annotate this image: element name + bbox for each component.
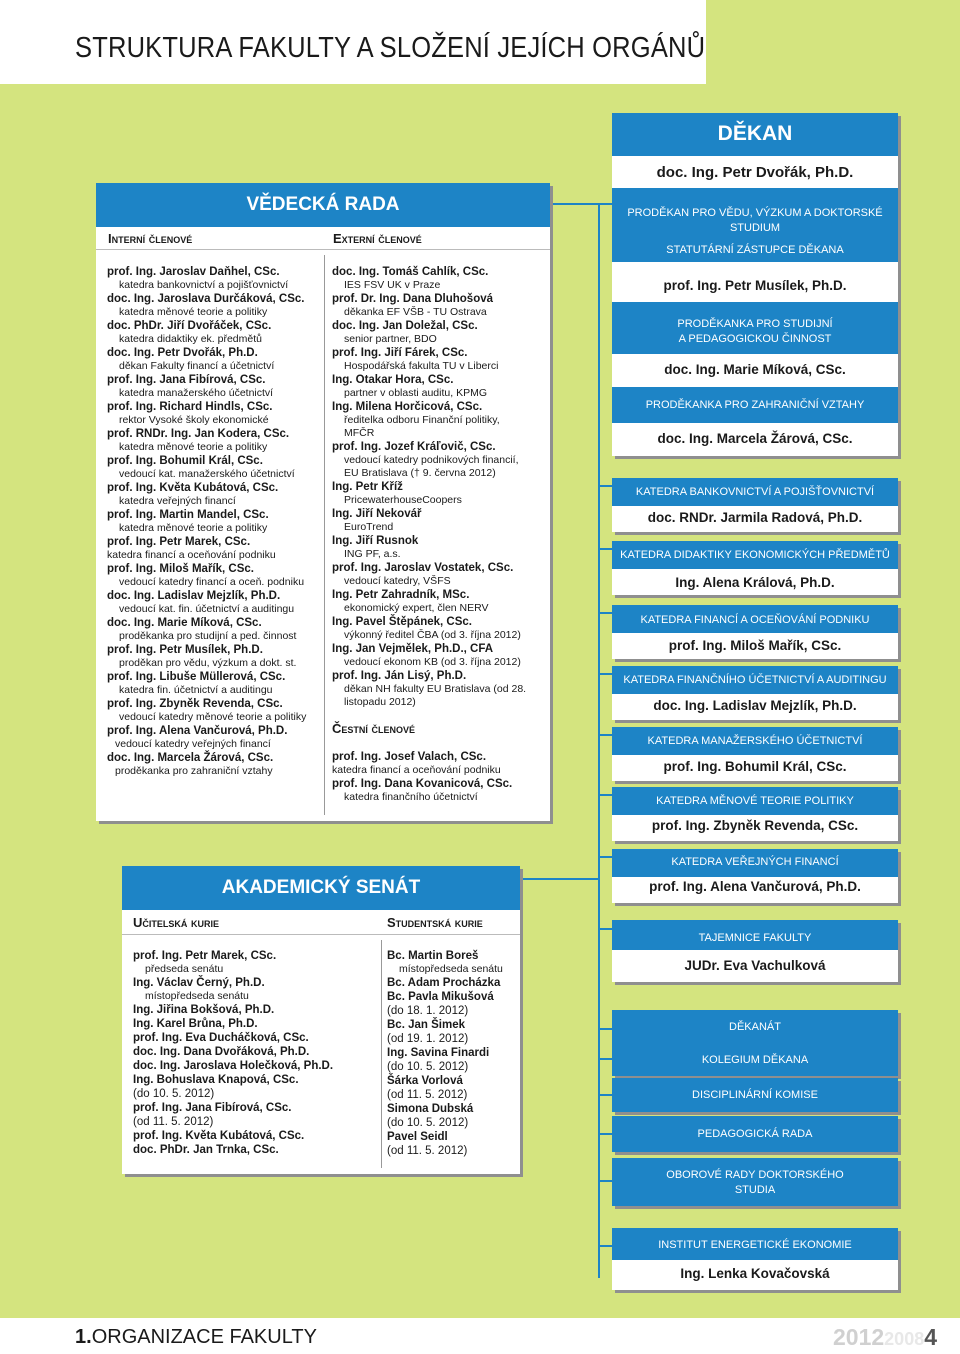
list-item: prof. Ing. Eva Ducháčková, CSc. bbox=[133, 1032, 309, 1044]
list-item: Bc. Martin Boreš místopředseda senátu bbox=[387, 950, 503, 975]
tree-trunk-line bbox=[598, 203, 600, 1278]
list-item: prof. Ing. Petr Marek, CSc. katedra financí a oceňování podniku bbox=[107, 536, 276, 561]
institut-name: Ing. Lenka Kovačovská bbox=[680, 1266, 830, 1281]
list-item: Ing. Otakar Hora, CSc. partner v oblasti auditu, KPMG bbox=[332, 374, 487, 399]
list-item: Ing. Petr Kříž PricewaterhouseCoopers bbox=[332, 481, 462, 506]
list-item: Šárka Vorlová (od 11. 5. 2012) bbox=[387, 1075, 468, 1101]
dekan-name: doc. Ing. Petr Dvořák, Ph.D. bbox=[656, 164, 854, 181]
list-item: prof. Ing. Libuše Müllerová, CSc. katedra fin. účetnictví a auditingu bbox=[107, 671, 286, 696]
list-item: Ing. Jiří Rusnok ING PF, a.s. bbox=[332, 535, 419, 560]
katedra-title: KATEDRA BANKOVNICTVÍ A POJIŠŤOVNICTVÍ bbox=[635, 486, 875, 498]
senat-title: AKADEMICKÝ SENÁT bbox=[221, 877, 421, 898]
list-item: Ing. Jiří Nekovář EuroTrend bbox=[332, 508, 422, 533]
list-item: prof. Ing. Richard Hindls, CSc. rektor Vysoké školy ekonomické bbox=[107, 401, 273, 426]
katedra-name: prof. Ing. Miloš Mařík, CSc. bbox=[668, 638, 842, 653]
list-item: Bc. Jan Šimek (od 19. 1. 2012) bbox=[387, 1019, 469, 1045]
page-title: STRUKTURA FAKULTY A SLOŽENÍ JEJÍCH ORGÁNŮ bbox=[75, 32, 706, 64]
katedra-title: KATEDRA FINANCÍ A OCEŇOVÁNÍ PODNIKU bbox=[640, 614, 870, 626]
prodekan-veda-name: prof. Ing. Petr Musílek, Ph.D. bbox=[663, 278, 847, 293]
unit-oborove-rady: OBOROVÉ RADY DOKTORSKÉHO STUDIA bbox=[666, 1169, 844, 1196]
list-item: doc. Ing. Ladislav Mejzlík, Ph.D. vedoucí kat. fin. účetnictví a auditingu bbox=[107, 590, 295, 615]
list-item: doc. PhDr. Jan Trnka, CSc. bbox=[133, 1144, 279, 1156]
interni-list bbox=[107, 265, 322, 778]
prodekanka-studium-name: doc. Ing. Marie Míková, CSc. bbox=[664, 362, 846, 377]
katedra-title: KATEDRA MĚNOVÉ TEORIE POLITIKY bbox=[656, 795, 854, 807]
katedra-name: Ing. Alena Králová, Ph.D. bbox=[675, 575, 835, 590]
list-item: Pavel Seidl (od 11. 5. 2012) bbox=[387, 1131, 468, 1157]
ucitelska-list bbox=[133, 949, 378, 1157]
connector-senat bbox=[520, 878, 600, 880]
prodekan-veda-title: PRODĚKAN PRO VĚDU, VÝZKUM A DOKTORSKÉ STUDIUM bbox=[627, 207, 883, 234]
list-item: prof. Ing. Bohumil Král, CSc. vedoucí kat. manažerského účetnictví bbox=[107, 455, 295, 480]
list-item: prof. Ing. Jaroslav Vostatek, CSc. vedoucí katedry, VŠFS bbox=[332, 562, 514, 587]
tajemnice-title: TAJEMNICE FAKULTY bbox=[698, 932, 812, 944]
list-item: Ing. Pavel Štěpánek, CSc. výkonný ředitel ČBA (od 3. října 2012) bbox=[332, 616, 521, 641]
list-item: prof. Ing. Jana Fibírová, CSc. (od 11. 5. 2012) bbox=[133, 1102, 292, 1128]
katedra-name: doc. RNDr. Jarmila Radová, Ph.D. bbox=[647, 510, 863, 525]
vedecka-rada-title: VĚDECKÁ RADA bbox=[246, 194, 400, 215]
tajemnice-name: JUDr. Eva Vachulková bbox=[684, 958, 826, 973]
list-item: prof. Ing. Jaroslav Daňhel, CSc. katedra bankovnictví a pojišťovnictví bbox=[107, 266, 289, 291]
list-item: prof. Ing. Petr Marek, CSc. předseda senátu bbox=[133, 950, 277, 975]
list-item: prof. RNDr. Ing. Jan Kodera, CSc. katedra měnové teorie a politiky bbox=[107, 428, 290, 453]
unit-pedagogicka: PEDAGOGICKÁ RADA bbox=[697, 1128, 813, 1140]
list-item: prof. Dr. Ing. Dana Dluhošová děkanka EF VŠB - TU Ostrava bbox=[332, 293, 494, 318]
list-item: prof. Ing. Miloš Mařík, CSc. vedoucí katedry financí a oceň. podniku bbox=[107, 563, 305, 588]
list-item: prof. Ing. Jozef Kráľovič, CSc. vedoucí katedry podnikových financií, EU Bratislava († 9. června 2012) bbox=[332, 441, 519, 479]
list-item: prof. Ing. Květa Kubátová, CSc. bbox=[133, 1130, 305, 1142]
footer-section: 1.ORGANIZACE FAKULTY bbox=[75, 1326, 317, 1348]
list-item: doc. Ing. Jan Doležal, CSc. senior partner, BDO bbox=[332, 320, 478, 345]
prodekanka-zahr-title: PRODĚKANKA PRO ZAHRANIČNÍ VZTAHY bbox=[645, 399, 865, 411]
list-item: doc. Ing. Petr Dvořák, Ph.D. děkan Fakulty financí a účetnictví bbox=[107, 347, 275, 372]
prodekanka-studium-title: PRODĚKANKA PRO STUDIJNÍ A PEDAGOGICKOU ČINNOST bbox=[677, 318, 833, 345]
katedra-title: KATEDRA DIDAKTIKY EKONOMICKÝCH PŘEDMĚTŮ bbox=[620, 549, 890, 561]
list-item: Ing. Karel Brůna, Ph.D. bbox=[133, 1018, 258, 1030]
unit-kolegium: KOLEGIUM DĚKANA bbox=[701, 1054, 809, 1066]
list-item: prof. Ing. Květa Kubátová, CSc. katedra veřejných financí bbox=[107, 482, 279, 507]
katedra-title: KATEDRA VEŘEJNÝCH FINANCÍ bbox=[671, 856, 839, 868]
studentska-kurie-heading: Studentská kurie bbox=[387, 915, 483, 930]
katedra-title: KATEDRA FINANČNÍHO ÚČETNICTVÍ A AUDITINGU bbox=[623, 674, 887, 686]
list-item: Ing. Bohuslava Knapová, CSc. (do 10. 5. 2012) bbox=[133, 1074, 299, 1100]
unit-disciplinarni: DISCIPLINÁRNÍ KOMISE bbox=[692, 1089, 818, 1101]
studentska-list bbox=[387, 949, 517, 1158]
list-item: doc. Ing. Dana Dvořáková, Ph.D. bbox=[133, 1046, 310, 1058]
institut-title: INSTITUT ENERGETICKÉ EKONOMIE bbox=[658, 1239, 852, 1251]
list-item: doc. PhDr. Jiří Dvořáček, CSc. katedra didaktiky ek. předmětů bbox=[107, 320, 272, 345]
list-item: prof. Ing. Ján Lisý, Ph.D. děkan NH fakulty EU Bratislava (od 28. listopadu 2012) bbox=[332, 670, 527, 708]
list-item: doc. Ing. Marcela Žárová, CSc. proděkanka pro zahraniční vztahy bbox=[107, 752, 274, 777]
footer-year: 201220084 bbox=[833, 1324, 938, 1350]
katedra-name: prof. Ing. Zbyněk Revenda, CSc. bbox=[651, 818, 859, 833]
cestni-clenove-heading: Čestní členové bbox=[332, 721, 416, 736]
list-item: Ing. Milena Horčicová, CSc. ředitelka odboru Finanční politiky, MFČR bbox=[332, 401, 500, 439]
list-item: prof. Ing. Dana Kovanicová, CSc. katedra finančního účetnictví bbox=[332, 778, 513, 803]
list-item: doc. Ing. Marie Míková, CSc. proděkanka pro studijní a ped. činnost bbox=[107, 617, 297, 642]
interni-clenove-heading: Interní členové bbox=[108, 231, 193, 246]
list-item: Ing. Petr Zahradník, MSc. ekonomický expert, člen NERV bbox=[332, 589, 489, 614]
statutarni-zastupce: STATUTÁRNÍ ZÁSTUPCE DĚKANA bbox=[666, 244, 844, 256]
list-item: prof. Ing. Josef Valach, CSc. katedra financí a oceňování podniku bbox=[332, 751, 501, 776]
externi-list bbox=[332, 265, 547, 804]
list-item: prof. Ing. Jiří Fárek, CSc. Hospodářská fakulta TU v Liberci bbox=[332, 347, 499, 372]
list-item: Bc. Pavla Mikušová (do 18. 1. 2012) bbox=[387, 991, 494, 1017]
list-item: prof. Ing. Petr Musílek, Ph.D. proděkan pro vědu, výzkum a dokt. st. bbox=[107, 644, 297, 669]
katedra-name: doc. Ing. Ladislav Mejzlík, Ph.D. bbox=[653, 698, 857, 713]
list-item: Bc. Adam Procházka bbox=[387, 977, 501, 989]
list-item: prof. Ing. Martin Mandel, CSc. katedra měnové teorie a politiky bbox=[107, 509, 269, 534]
list-item: Ing. Jan Vejmělek, Ph.D., CFA vedoucí ekonom KB (od 3. října 2012) bbox=[332, 643, 521, 668]
unit-dekanat: DĚKANÁT bbox=[729, 1021, 781, 1033]
list-item: Simona Dubská (do 10. 5. 2012) bbox=[387, 1103, 474, 1129]
list-item: prof. Ing. Alena Vančurová, Ph.D. vedoucí katedry veřejných financí bbox=[107, 725, 288, 750]
list-item: doc. Ing. Jaroslava Durčáková, CSc. katedra měnové teorie a politiky bbox=[107, 293, 305, 318]
katedra-name: prof. Ing. Bohumil Král, CSc. bbox=[663, 759, 847, 774]
list-item: doc. Ing. Jaroslava Holečková, Ph.D. bbox=[133, 1060, 334, 1072]
list-item: doc. Ing. Tomáš Cahlík, CSc. IES FSV UK v Praze bbox=[332, 266, 489, 291]
list-item: prof. Ing. Zbyněk Revenda, CSc. vedoucí katedry měnové teorie a politiky bbox=[107, 698, 307, 723]
list-item: prof. Ing. Jana Fibírová, CSc. katedra manažerského účetnictví bbox=[107, 374, 274, 399]
katedra-name: prof. Ing. Alena Vančurová, Ph.D. bbox=[649, 879, 861, 894]
list-item: Ing. Jiřina Bokšová, Ph.D. bbox=[133, 1004, 275, 1016]
katedra-title: KATEDRA MANAŽERSKÉHO ÚČETNICTVÍ bbox=[647, 735, 863, 747]
dekan-title: DĚKAN bbox=[717, 122, 793, 145]
externi-clenove-heading: Externí členové bbox=[333, 231, 422, 246]
list-item: Ing. Savina Finardi (do 10. 5. 2012) bbox=[387, 1047, 490, 1073]
prodekanka-zahr-name: doc. Ing. Marcela Žárová, CSc. bbox=[657, 431, 853, 446]
ucitelska-kurie-heading: Učitelská kurie bbox=[133, 915, 220, 930]
list-item: Ing. Václav Černý, Ph.D. místopředseda senátu bbox=[133, 977, 265, 1002]
connector-vedecka bbox=[550, 203, 600, 205]
